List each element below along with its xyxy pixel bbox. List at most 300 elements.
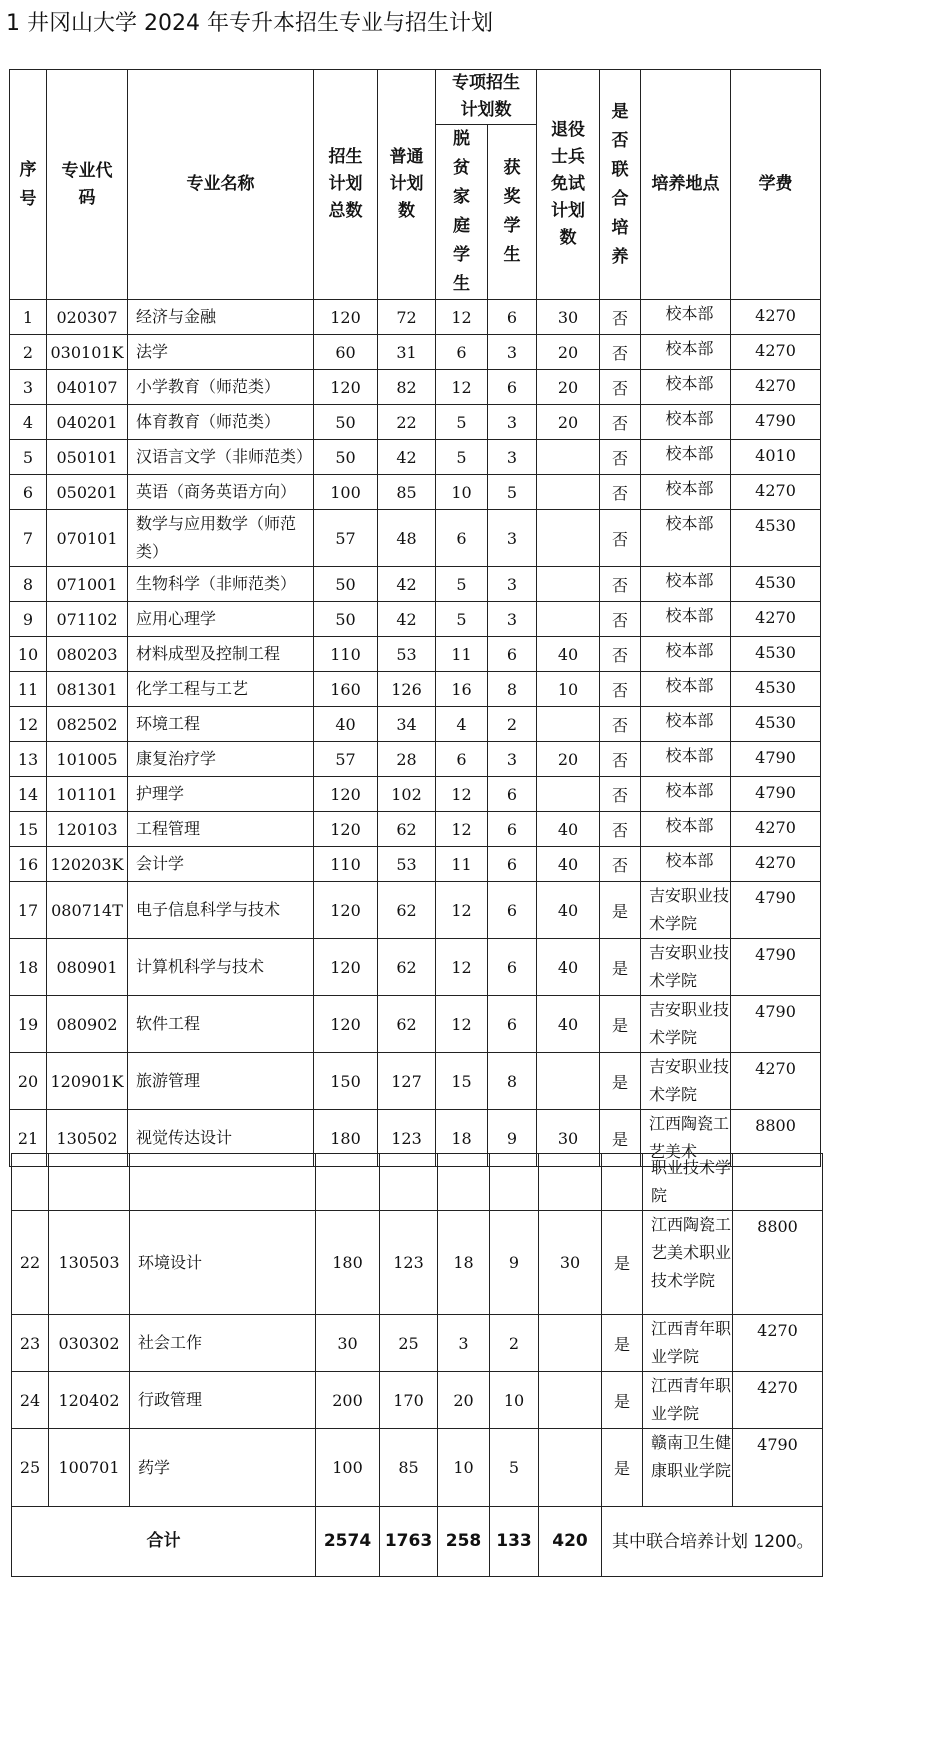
cell-place: 校本部: [641, 847, 731, 882]
cell-name: 应用心理学: [128, 602, 314, 637]
table-row: [10, 777, 821, 812]
cell-seq: 13: [10, 742, 47, 777]
cell-veteran: 40: [537, 812, 600, 847]
cell-poor: 6: [436, 510, 488, 567]
totals-row: [12, 1507, 823, 1577]
cell-ordinary: 42: [378, 567, 436, 602]
cell-joint: 否: [600, 440, 641, 475]
cell-joint: 否: [600, 567, 641, 602]
cell-total: 110: [314, 637, 378, 672]
cell-total: 50: [314, 602, 378, 637]
cell-veteran: 40: [537, 637, 600, 672]
cell-name: 护理学: [128, 777, 314, 812]
cell-code: 120103: [47, 812, 128, 847]
cell-joint: 否: [600, 742, 641, 777]
cell-code: 040201: [47, 405, 128, 440]
cell-fee: 4270: [731, 475, 821, 510]
cell-place: 校本部: [641, 777, 731, 812]
cell-poor: 6: [436, 335, 488, 370]
cell-veteran: 20: [537, 370, 600, 405]
cell-ordinary: 31: [378, 335, 436, 370]
cell-total: 100: [314, 475, 378, 510]
cell-name: 法学: [128, 335, 314, 370]
cell-name: 会计学: [128, 847, 314, 882]
cell-total: 30: [316, 1315, 380, 1372]
table-row: [10, 335, 821, 370]
totals-poor: 258: [438, 1507, 490, 1577]
cell-place: 校本部: [641, 475, 731, 510]
cell-poor: 12: [436, 300, 488, 335]
table-row: [10, 996, 821, 1053]
cell-ordinary: 62: [378, 939, 436, 996]
cell-award: 3: [488, 335, 537, 370]
cell-fee: 8800: [733, 1211, 823, 1315]
cell-place: 吉安职业技术学院: [641, 996, 731, 1053]
cell-veteran: 40: [537, 996, 600, 1053]
cell-code: 080714T: [47, 882, 128, 939]
cell-award: 5: [488, 475, 537, 510]
table-row: [12, 1315, 823, 1372]
table-row: [10, 672, 821, 707]
cell-place: 江西青年职业学院: [643, 1315, 733, 1372]
cell-joint: 否: [600, 812, 641, 847]
cell-award: 8: [488, 672, 537, 707]
cell-seq: 17: [10, 882, 47, 939]
cell-code: 120203K: [47, 847, 128, 882]
cell-code: 130502: [47, 1110, 128, 1167]
cell-place: 校本部: [641, 637, 731, 672]
cell-place: 校本部: [641, 707, 731, 742]
cell-poor: 18: [438, 1211, 490, 1315]
cell-code: 082502: [47, 707, 128, 742]
cell-seq: 12: [10, 707, 47, 742]
cell-name: 社会工作: [130, 1315, 316, 1372]
cell-name: 环境设计: [130, 1211, 316, 1315]
cell-ordinary: 102: [378, 777, 436, 812]
cell-award: 6: [488, 300, 537, 335]
cell-veteran: [537, 510, 600, 567]
cell-poor: 10: [436, 475, 488, 510]
cell-joint: 否: [600, 637, 641, 672]
cell-ordinary: 22: [378, 405, 436, 440]
cell-place: 吉安职业技术学院: [641, 882, 731, 939]
cell-fee: 4270: [733, 1315, 823, 1372]
header-total: 招生计划总数: [314, 70, 378, 300]
cell-total: 110: [314, 847, 378, 882]
cell-poor: 20: [438, 1372, 490, 1429]
cell-total: 180: [314, 1110, 378, 1167]
cell-total: 60: [314, 335, 378, 370]
cell-total: 120: [314, 812, 378, 847]
cell-award: 3: [488, 510, 537, 567]
cell-award: 6: [488, 637, 537, 672]
cell-seq: 4: [10, 405, 47, 440]
cell-seq: 22: [12, 1211, 49, 1315]
cell-fee: 4790: [731, 882, 821, 939]
cell-veteran: 30: [537, 300, 600, 335]
cell-ordinary: 48: [378, 510, 436, 567]
cell-seq: 19: [10, 996, 47, 1053]
cell-ordinary: 62: [378, 882, 436, 939]
cell-code: 080902: [47, 996, 128, 1053]
cell-joint: 否: [600, 672, 641, 707]
cell-code: 101101: [47, 777, 128, 812]
cell-veteran: [539, 1372, 602, 1429]
table-row: [10, 440, 821, 475]
cell-veteran: [537, 707, 600, 742]
cell-code: 030302: [49, 1315, 130, 1372]
cell-code: 100701: [49, 1429, 130, 1507]
cell-poor: 15: [436, 1053, 488, 1110]
cell-name: 体育教育（师范类）: [128, 405, 314, 440]
table-row: [10, 567, 821, 602]
cell-total: 160: [314, 672, 378, 707]
cell-ordinary: 126: [378, 672, 436, 707]
header-award: 获奖学生: [488, 125, 537, 300]
cell-seq: 25: [12, 1429, 49, 1507]
table-row: [10, 637, 821, 672]
header-joint: 是否联合培养: [600, 70, 641, 300]
cell-joint: 否: [600, 602, 641, 637]
table-row: [10, 1053, 821, 1110]
cell-fee: 4270: [733, 1372, 823, 1429]
cell-joint: 否: [600, 707, 641, 742]
cell-joint: 是: [600, 1110, 641, 1167]
cell-place: 校本部: [641, 567, 731, 602]
cell-ordinary: 127: [378, 1053, 436, 1110]
cell-ordinary: 123: [380, 1211, 438, 1315]
cell-fee: 4270: [731, 602, 821, 637]
cell-total: 120: [314, 777, 378, 812]
cell-code: 081301: [47, 672, 128, 707]
cell-award: 6: [488, 370, 537, 405]
cell-poor: 12: [436, 812, 488, 847]
cell-veteran: [537, 440, 600, 475]
cell-place: 吉安职业技术学院: [641, 1053, 731, 1110]
cell-name: 汉语言文学（非师范类）: [128, 440, 314, 475]
table-row: [10, 707, 821, 742]
cell-award: 3: [488, 405, 537, 440]
cell-seq: 6: [10, 475, 47, 510]
cell-joint: 是: [602, 1372, 643, 1429]
cell-ordinary: 170: [380, 1372, 438, 1429]
cell-place: 校本部: [641, 510, 731, 567]
cell-total: 120: [314, 370, 378, 405]
cell-joint: 是: [600, 1053, 641, 1110]
cell-total: 40: [314, 707, 378, 742]
cell-fee: 4010: [731, 440, 821, 475]
cell-fee: 8800: [731, 1110, 821, 1167]
cell-name: 旅游管理: [128, 1053, 314, 1110]
cell-poor: 3: [438, 1315, 490, 1372]
cell-joint: 否: [600, 335, 641, 370]
table-row: [10, 882, 821, 939]
totals-ordinary: 1763: [380, 1507, 438, 1577]
cell-veteran: 40: [537, 939, 600, 996]
cell-seq: 23: [12, 1315, 49, 1372]
cell-joint: 否: [600, 777, 641, 812]
cell-award: 3: [488, 440, 537, 475]
totals-label: 合计: [12, 1507, 316, 1577]
table-row: [10, 742, 821, 777]
cell-joint: 是: [600, 882, 641, 939]
cell-seq: 2: [10, 335, 47, 370]
cell-poor: 12: [436, 939, 488, 996]
cell-ordinary: 53: [378, 637, 436, 672]
cell-seq: 3: [10, 370, 47, 405]
cell-total: 57: [314, 510, 378, 567]
header-seq: 序号: [10, 70, 47, 300]
cell-fee: 4270: [731, 847, 821, 882]
cell-poor: 11: [436, 637, 488, 672]
table-row: [12, 1211, 823, 1315]
cell-poor: 5: [436, 602, 488, 637]
cell-seq: 10: [10, 637, 47, 672]
header-place: 培养地点: [641, 70, 731, 300]
cell-code: 020307: [47, 300, 128, 335]
header-name: 专业名称: [128, 70, 314, 300]
table-row: [10, 847, 821, 882]
cell-poor: 18: [436, 1110, 488, 1167]
cell-code: 080901: [47, 939, 128, 996]
table-row: [10, 510, 821, 567]
cell-name: 行政管理: [130, 1372, 316, 1429]
cell-award: 2: [488, 707, 537, 742]
cell-ordinary: 85: [380, 1429, 438, 1507]
cell-award: 6: [488, 996, 537, 1053]
cell-veteran: [537, 567, 600, 602]
cell-award: 3: [488, 742, 537, 777]
cell-code: 050101: [47, 440, 128, 475]
cell-poor: 12: [436, 370, 488, 405]
cell-veteran: [537, 777, 600, 812]
cell-total: 50: [314, 440, 378, 475]
cell-name: 化学工程与工艺: [128, 672, 314, 707]
cell-place: 校本部: [641, 602, 731, 637]
cell-award: 10: [490, 1372, 539, 1429]
cell-place: 校本部: [641, 812, 731, 847]
cell-fee: 4530: [731, 672, 821, 707]
cell-total: 150: [314, 1053, 378, 1110]
cell-place: 校本部: [641, 300, 731, 335]
totals-award: 133: [490, 1507, 539, 1577]
cell-code: 050201: [47, 475, 128, 510]
cell-name: 软件工程: [128, 996, 314, 1053]
cell-name: 经济与金融: [128, 300, 314, 335]
cell-seq: 20: [10, 1053, 47, 1110]
cell-total: 180: [316, 1211, 380, 1315]
table-row: [10, 602, 821, 637]
cell-ordinary: 42: [378, 440, 436, 475]
cell-code: 040107: [47, 370, 128, 405]
cell-joint: 是: [602, 1429, 643, 1507]
cell-poor: 6: [436, 742, 488, 777]
cell-place: 江西陶瓷工艺美术职业技术学院: [643, 1211, 733, 1315]
cell-ordinary: 82: [378, 370, 436, 405]
cell-seq: 8: [10, 567, 47, 602]
cell-code: 120402: [49, 1372, 130, 1429]
table-row: [12, 1429, 823, 1507]
cell-fee: 4790: [731, 777, 821, 812]
cell-veteran: 40: [537, 847, 600, 882]
cell-name: 环境工程: [128, 707, 314, 742]
cell-award: 9: [488, 1110, 537, 1167]
table-row: [10, 300, 821, 335]
table-row: [10, 405, 821, 440]
cell-veteran: 20: [537, 405, 600, 440]
header-ordinary: 普通计划数: [378, 70, 436, 300]
cell-poor: 12: [436, 777, 488, 812]
cell-place: 校本部: [641, 405, 731, 440]
cell-name: 视觉传达设计: [128, 1110, 314, 1167]
header-fee: 学费: [731, 70, 821, 300]
continuation-row: [12, 1154, 823, 1211]
cell-ordinary: 53: [378, 847, 436, 882]
cell-fee: 4790: [731, 996, 821, 1053]
cell-ordinary: 34: [378, 707, 436, 742]
cell-total: 120: [314, 882, 378, 939]
cell-poor: 10: [438, 1429, 490, 1507]
cell-fee: 4790: [733, 1429, 823, 1507]
cell-joint: 否: [600, 847, 641, 882]
cell-poor: 5: [436, 440, 488, 475]
cell-fee: 4530: [731, 637, 821, 672]
cell-code: 071102: [47, 602, 128, 637]
cell-name: 药学: [130, 1429, 316, 1507]
cell-seq: 9: [10, 602, 47, 637]
cell-ordinary: 28: [378, 742, 436, 777]
cell-ordinary: 62: [378, 996, 436, 1053]
cell-name: 生物科学（非师范类）: [128, 567, 314, 602]
cell-veteran: 30: [537, 1110, 600, 1167]
continuation-place: 职业技术学院: [643, 1154, 733, 1211]
cell-veteran: 40: [537, 882, 600, 939]
totals-note: 其中联合培养计划 1200。: [602, 1507, 823, 1577]
cell-joint: 是: [600, 939, 641, 996]
cell-seq: 11: [10, 672, 47, 707]
cell-place: 校本部: [641, 440, 731, 475]
cell-joint: 否: [600, 300, 641, 335]
table-row: [10, 370, 821, 405]
enrollment-table-part2: [11, 1153, 823, 1577]
cell-poor: 16: [436, 672, 488, 707]
cell-joint: 否: [600, 370, 641, 405]
cell-fee: 4270: [731, 300, 821, 335]
cell-code: 120901K: [47, 1053, 128, 1110]
header-special-group: 专项招生计划数: [436, 70, 537, 125]
cell-fee: 4270: [731, 812, 821, 847]
cell-place: 校本部: [641, 370, 731, 405]
cell-poor: 12: [436, 882, 488, 939]
cell-code: 030101K: [47, 335, 128, 370]
header-veteran: 退役士兵免试计划数: [537, 70, 600, 300]
cell-joint: 是: [600, 996, 641, 1053]
cell-award: 9: [490, 1211, 539, 1315]
cell-ordinary: 42: [378, 602, 436, 637]
cell-fee: 4790: [731, 742, 821, 777]
cell-code: 070101: [47, 510, 128, 567]
cell-fee: 4790: [731, 405, 821, 440]
cell-seq: 16: [10, 847, 47, 882]
cell-poor: 11: [436, 847, 488, 882]
cell-award: 6: [488, 882, 537, 939]
cell-place: 江西青年职业学院: [643, 1372, 733, 1429]
cell-award: 2: [490, 1315, 539, 1372]
cell-fee: 4790: [731, 939, 821, 996]
cell-code: 130503: [49, 1211, 130, 1315]
cell-place: 校本部: [641, 742, 731, 777]
cell-seq: 1: [10, 300, 47, 335]
cell-award: 3: [488, 567, 537, 602]
totals-veteran: 420: [539, 1507, 602, 1577]
cell-name: 英语（商务英语方向）: [128, 475, 314, 510]
cell-code: 071001: [47, 567, 128, 602]
cell-ordinary: 85: [378, 475, 436, 510]
enrollment-table-part1: [9, 69, 821, 1167]
cell-veteran: 20: [537, 742, 600, 777]
cell-award: 6: [488, 777, 537, 812]
cell-name: 康复治疗学: [128, 742, 314, 777]
cell-total: 50: [314, 405, 378, 440]
cell-place: 校本部: [641, 335, 731, 370]
cell-seq: 15: [10, 812, 47, 847]
cell-award: 8: [488, 1053, 537, 1110]
cell-total: 50: [314, 567, 378, 602]
cell-total: 120: [314, 996, 378, 1053]
cell-award: 6: [488, 939, 537, 996]
cell-veteran: [539, 1315, 602, 1372]
table-row: [10, 475, 821, 510]
cell-award: 3: [488, 602, 537, 637]
cell-joint: 否: [600, 510, 641, 567]
cell-veteran: [537, 602, 600, 637]
cell-fee: 4530: [731, 567, 821, 602]
cell-fee: 4270: [731, 335, 821, 370]
cell-ordinary: 123: [378, 1110, 436, 1167]
cell-fee: 4270: [731, 370, 821, 405]
cell-veteran: [539, 1429, 602, 1507]
table-row: [12, 1372, 823, 1429]
cell-seq: 7: [10, 510, 47, 567]
cell-veteran: 30: [539, 1211, 602, 1315]
cell-poor: 5: [436, 567, 488, 602]
cell-fee: 4270: [731, 1053, 821, 1110]
cell-joint: 否: [600, 475, 641, 510]
table-row: [10, 939, 821, 996]
cell-poor: 5: [436, 405, 488, 440]
cell-total: 120: [314, 300, 378, 335]
cell-ordinary: 25: [380, 1315, 438, 1372]
cell-total: 120: [314, 939, 378, 996]
totals-total: 2574: [316, 1507, 380, 1577]
cell-ordinary: 62: [378, 812, 436, 847]
cell-joint: 否: [600, 405, 641, 440]
cell-name: 电子信息科学与技术: [128, 882, 314, 939]
cell-place: 校本部: [641, 672, 731, 707]
cell-veteran: [537, 1053, 600, 1110]
cell-total: 57: [314, 742, 378, 777]
cell-joint: 是: [602, 1315, 643, 1372]
cell-fee: 4530: [731, 510, 821, 567]
cell-place: 吉安职业技术学院: [641, 939, 731, 996]
cell-code: 101005: [47, 742, 128, 777]
table-row: [10, 812, 821, 847]
cell-name: 工程管理: [128, 812, 314, 847]
cell-seq: 24: [12, 1372, 49, 1429]
cell-total: 200: [316, 1372, 380, 1429]
cell-fee: 4530: [731, 707, 821, 742]
header-poor: 脱贫家庭学生: [436, 125, 488, 300]
